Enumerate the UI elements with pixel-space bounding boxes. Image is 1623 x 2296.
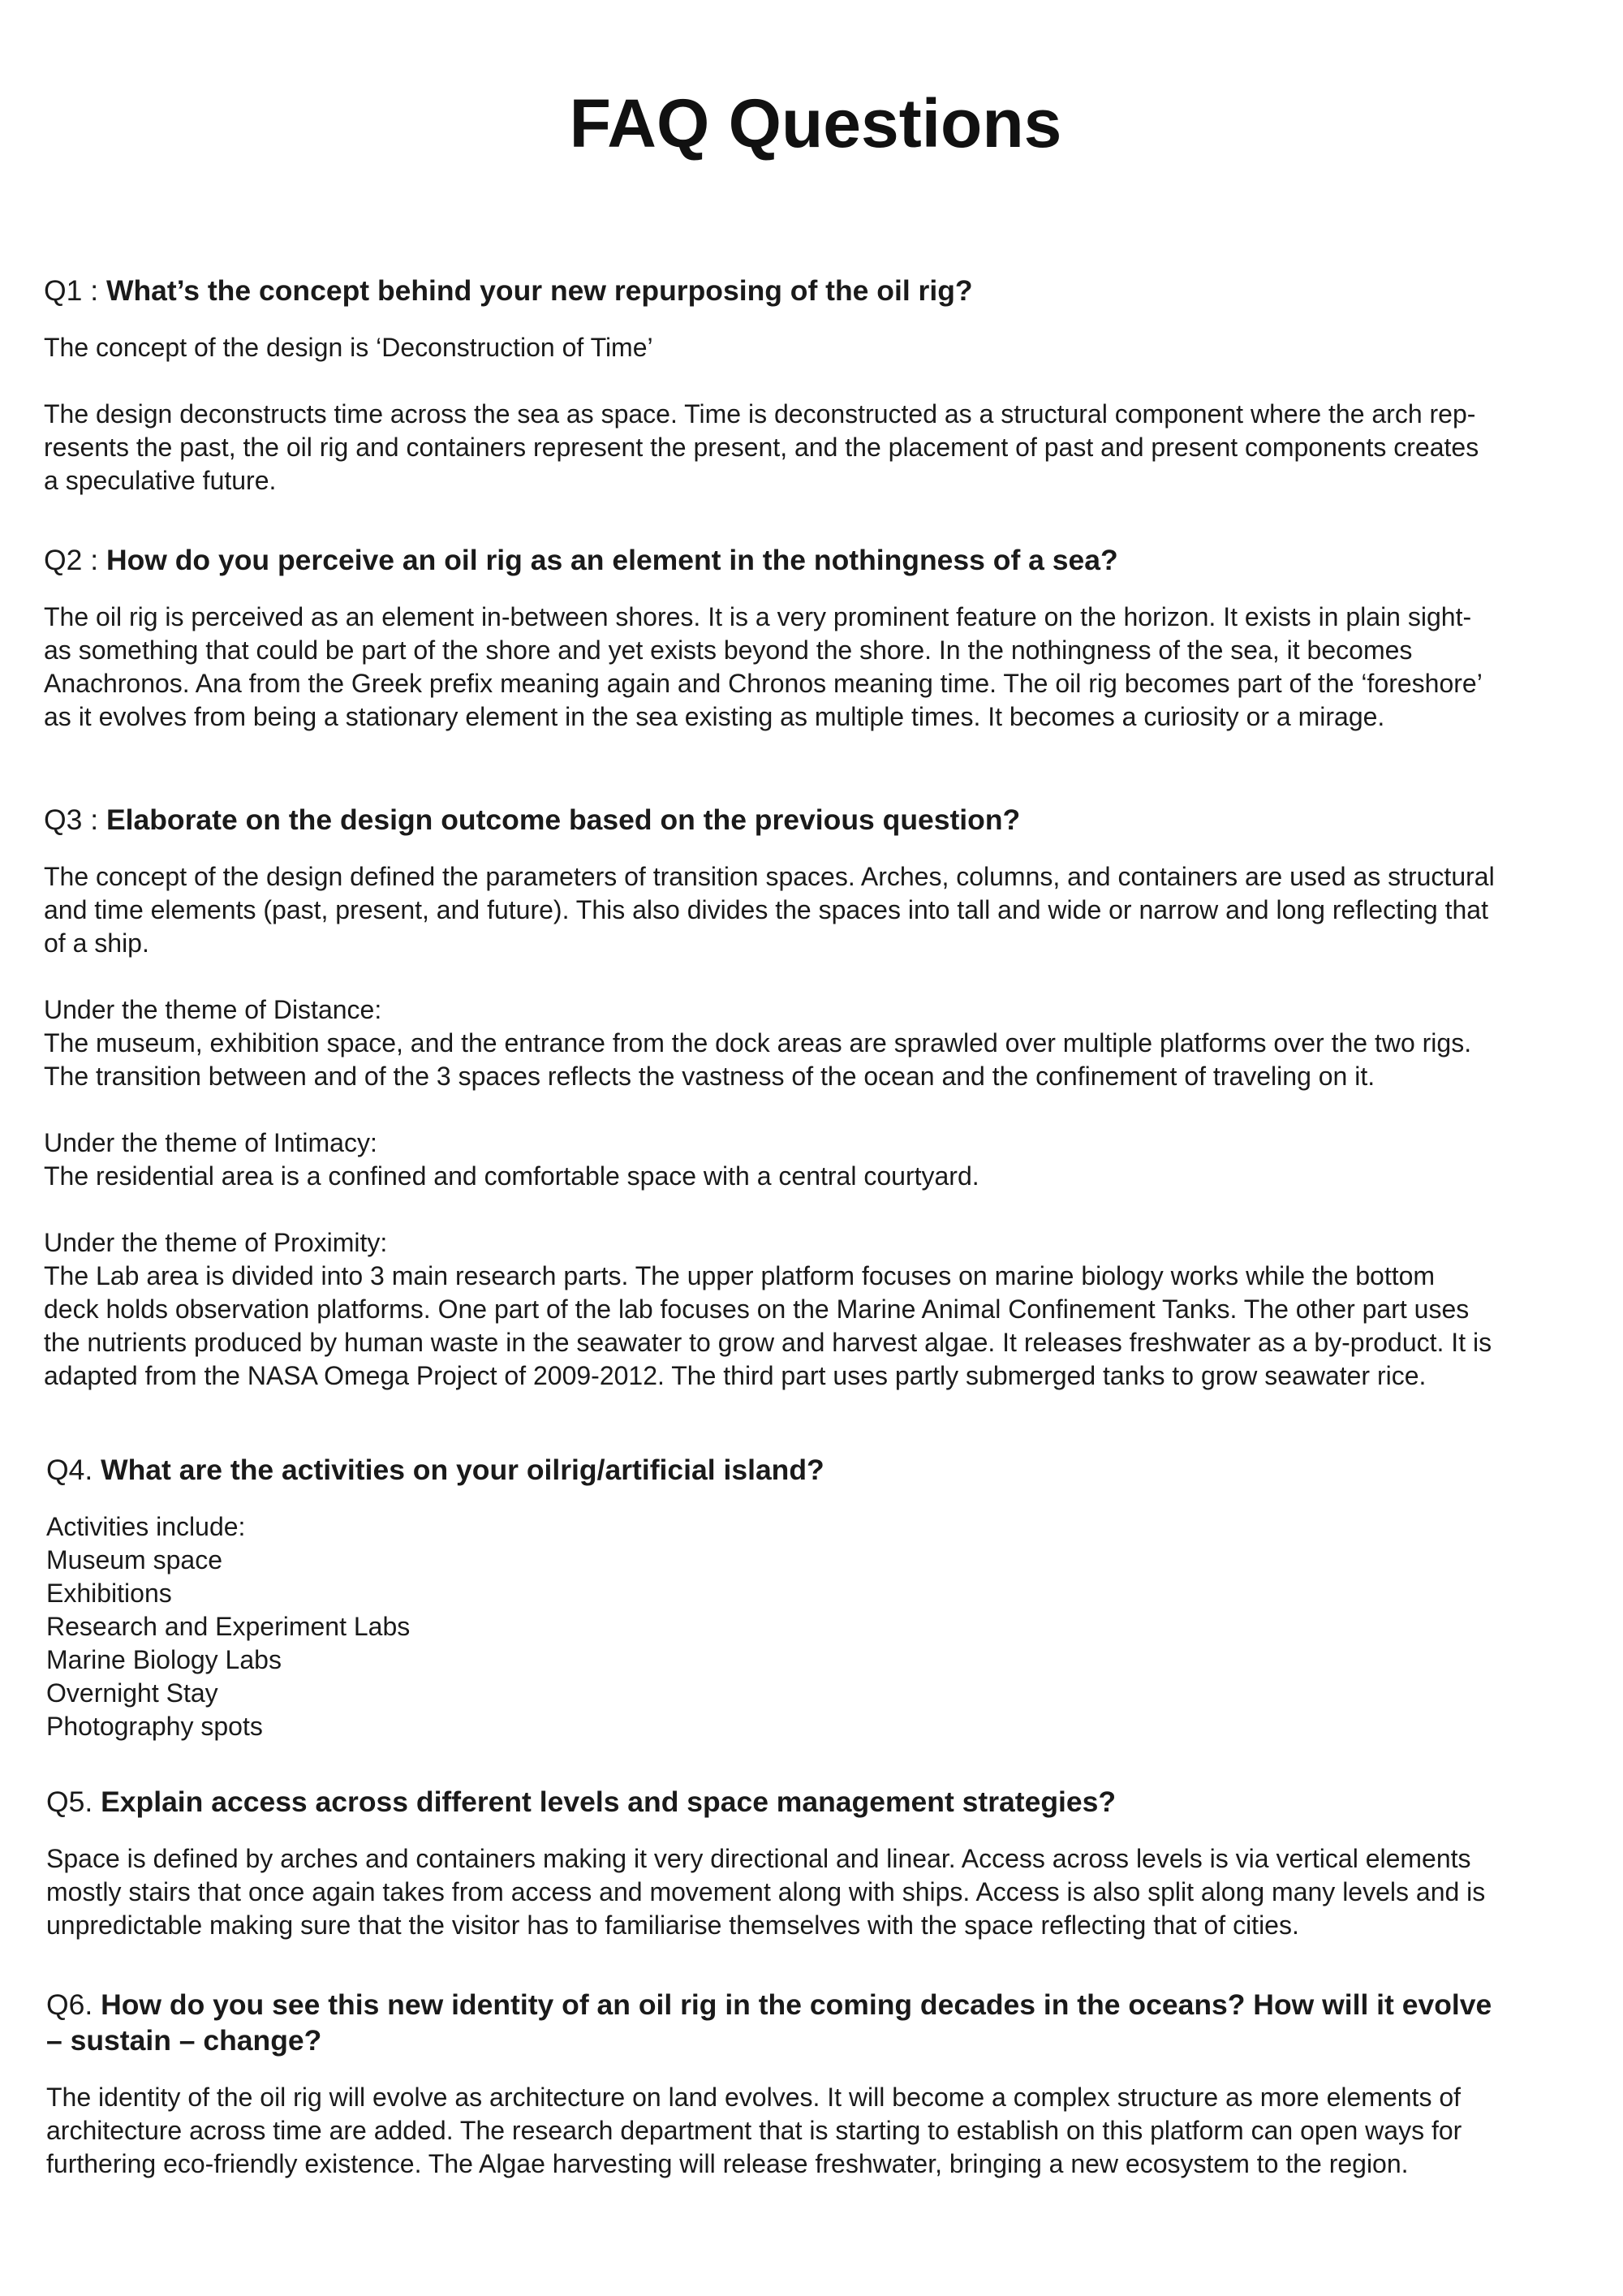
question-text: Explain access across different levels and space management strategies?: [101, 1786, 1117, 1818]
list-item: Research and Experiment Labs: [46, 1612, 411, 1641]
answer-paragraph: Space is defined by arches and containers making it very directional and linear. Access across levels is via vertical elements mostly stairs that once again takes from access and movement along with ships. Access is also split along many levels and is unpredictable making sure that the visitor has to familiarise themselves with the space reflecting that of cities.: [46, 1844, 1486, 1940]
faq-item-q4: [46, 1452, 1588, 1743]
answer-paragraph: The concept of the design is ‘Deconstruction of Time’: [44, 333, 653, 362]
answer-paragraph: Under the theme of Proximity: The Lab area is divided into 3 main research parts. The upper platform focuses on marine biology works while the bottom deck holds observation platforms. One part of the lab focuses on the Marine Animal Confinement Tanks. The other part uses the nutrients produced by human waste in the seawater to grow and harvest algae. It releases freshwater as a by-product. It is adapted from the NASA Omega Project of 2009-2012. The third part uses partly submerged tanks to grow seawater rice.: [44, 1228, 1492, 1390]
page-title: FAQ Questions: [569, 85, 1062, 162]
answer-paragraph: The identity of the oil rig will evolve as architecture on land evolves. It will become a complex structure as more elements of architecture across time are added. The research department that is starting to establish on this platform can open ways for furthering eco-friendly existence. The Algae harvesting will release freshwater, bringing a new ecosystem to the region.: [46, 2083, 1462, 2178]
activities-list: [46, 1544, 1588, 1743]
question-text: How do you see this new identity of an oil rig in the coming decades in the oceans? How will it evolve – sustain – change?: [46, 1988, 1492, 2057]
faq-item-q5: [46, 1784, 1588, 1942]
question-number: Q2 :: [44, 544, 106, 576]
question-number: Q3 :: [44, 803, 106, 836]
answer-paragraph: The concept of the design defined the parameters of transition spaces. Arches, columns, and containers are used as structural and time elements (past, present, and future). This also divides the spaces into tall and wide or narrow and long reflecting that of a ship.: [44, 862, 1495, 958]
question-number: Q4.: [46, 1454, 101, 1486]
question-number: Q1 :: [44, 274, 106, 307]
question-heading: [44, 802, 1586, 838]
question-heading: [44, 542, 1586, 578]
question-heading: [46, 1987, 1588, 2058]
list-item: Photography spots: [46, 1712, 263, 1741]
list-item: Exhibitions: [46, 1579, 172, 1608]
faq-item-q3: [44, 802, 1586, 1393]
question-number: Q6.: [46, 1988, 101, 2021]
answer-paragraph: The design deconstructs time across the sea as space. Time is deconstructed as a structural component where the arch rep- resents the past, the oil rig and containers represent the present, and the placement of past and present components creates a speculative future.: [44, 399, 1479, 495]
question-number: Q5.: [46, 1786, 101, 1818]
question-text: How do you perceive an oil rig as an element in the nothingness of a sea?: [105, 544, 1118, 576]
answer-paragraph: Under the theme of Intimacy: The residential area is a confined and comfortable space with a central courtyard.: [44, 1128, 979, 1191]
faq-item-q6: [46, 1987, 1588, 2181]
faq-item-q1: [44, 273, 1586, 498]
activities-intro: Activities include:: [46, 1512, 246, 1541]
question-heading: [46, 1452, 1588, 1488]
list-item: Museum space: [46, 1545, 222, 1574]
list-item: Marine Biology Labs: [46, 1645, 282, 1674]
faq-item-q2: [44, 542, 1586, 734]
question-heading: [44, 273, 1586, 308]
answer-paragraph: The oil rig is perceived as an element in-between shores. It is a very prominent feature on the horizon. It exists in plain sight- as something that could be part of the shore and yet exists beyond the shore. In the nothingness of the sea, it becomes Anachronos. Ana from the Greek prefix meaning again and Chronos meaning time. The oil rig becomes part of the ‘foreshore’ as it evolves from being a stationary element in the sea existing as multiple times. It becomes a curiosity or a mirage.: [44, 602, 1483, 731]
answer-paragraph: Under the theme of Distance: The museum, exhibition space, and the entrance from the dock areas are sprawled over multiple platforms over the two rigs. The transition between and of the 3 spaces reflects the vastness of the ocean and the confinement of traveling on it.: [44, 995, 1472, 1091]
question-text: What are the activities on your oilrig/artificial island?: [101, 1454, 824, 1486]
question-text: Elaborate on the design outcome based on the previous question?: [105, 803, 1021, 836]
question-heading: [46, 1784, 1588, 1820]
question-text: What’s the concept behind your new repurposing of the oil rig?: [105, 274, 973, 307]
list-item: Overnight Stay: [46, 1678, 218, 1708]
